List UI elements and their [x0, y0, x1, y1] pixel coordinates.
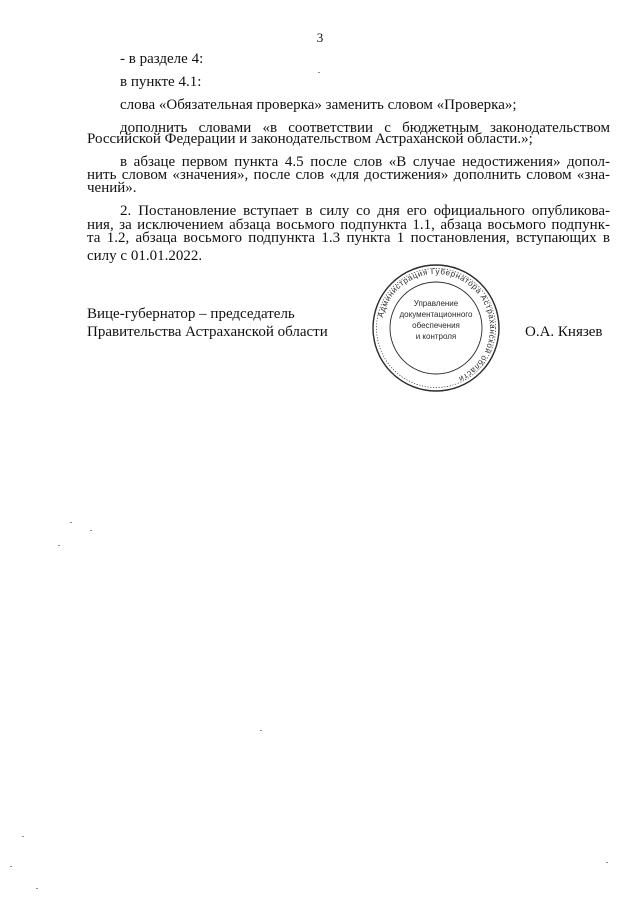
paragraph-effective-line-2: ния, за исключением абзаца восьмого подпункта 1.1, абзаца восьмого подпунк- [87, 217, 610, 233]
scan-speck [606, 862, 608, 863]
paragraph-effective-line-4: силу с 01.01.2022. [87, 248, 203, 264]
paragraph-supplement-line-1: дополнить словами «в соответствии с бюджетным законодательством [120, 120, 610, 136]
paragraph-point-4-5-line-1: в абзаце первом пункта 4.5 после слов «В случае недостижения» допол- [120, 154, 610, 170]
scan-speck [36, 888, 38, 889]
paragraph-supplement-line-2: Российской Федерации и законодательством Астраханской области.»; [87, 131, 533, 147]
scan-speck [58, 545, 60, 546]
scan-speck [70, 522, 72, 523]
paragraph-replace-words: слова «Обязательная проверка» заменить словом «Проверка»; [120, 97, 517, 113]
scan-speck [22, 836, 24, 837]
svg-text:и контроля: и контроля [415, 332, 457, 341]
signatory-position-line-1: Вице-губернатор – председатель [87, 306, 295, 322]
svg-text:Управление: Управление [413, 299, 459, 308]
svg-text:Администрация Губернатора Астр: Администрация Губернатора Астраханской области [376, 266, 498, 384]
svg-text:документационного: документационного [399, 310, 473, 319]
paragraph-point-4-1: в пункте 4.1: [120, 74, 202, 90]
svg-text:обеспечения: обеспечения [412, 321, 460, 330]
paragraph-effective-line-1: 2. Постановление вступает в силу со дня его официального опубликова- [120, 203, 610, 219]
page-number: 3 [316, 30, 324, 45]
paragraph-section-4: - в разделе 4: [120, 51, 204, 67]
signatory-name: О.А. Князев [525, 324, 603, 340]
scan-speck [10, 866, 12, 867]
paragraph-effective-line-3: та 1.2, абзаца восьмого подпункта 1.3 пункта 1 постановления, вступающих в [87, 230, 610, 246]
paragraph-point-4-5-line-3: чений». [87, 180, 137, 196]
scan-speck [318, 72, 320, 73]
scan-speck [260, 730, 262, 731]
signatory-position-line-2: Правительства Астраханской области [87, 324, 328, 340]
scan-speck [90, 530, 92, 531]
paragraph-point-4-5-line-2: нить словом «значения», после слов «для достижения» дополнить словом «зна- [87, 167, 610, 183]
official-seal-stamp [370, 262, 502, 394]
